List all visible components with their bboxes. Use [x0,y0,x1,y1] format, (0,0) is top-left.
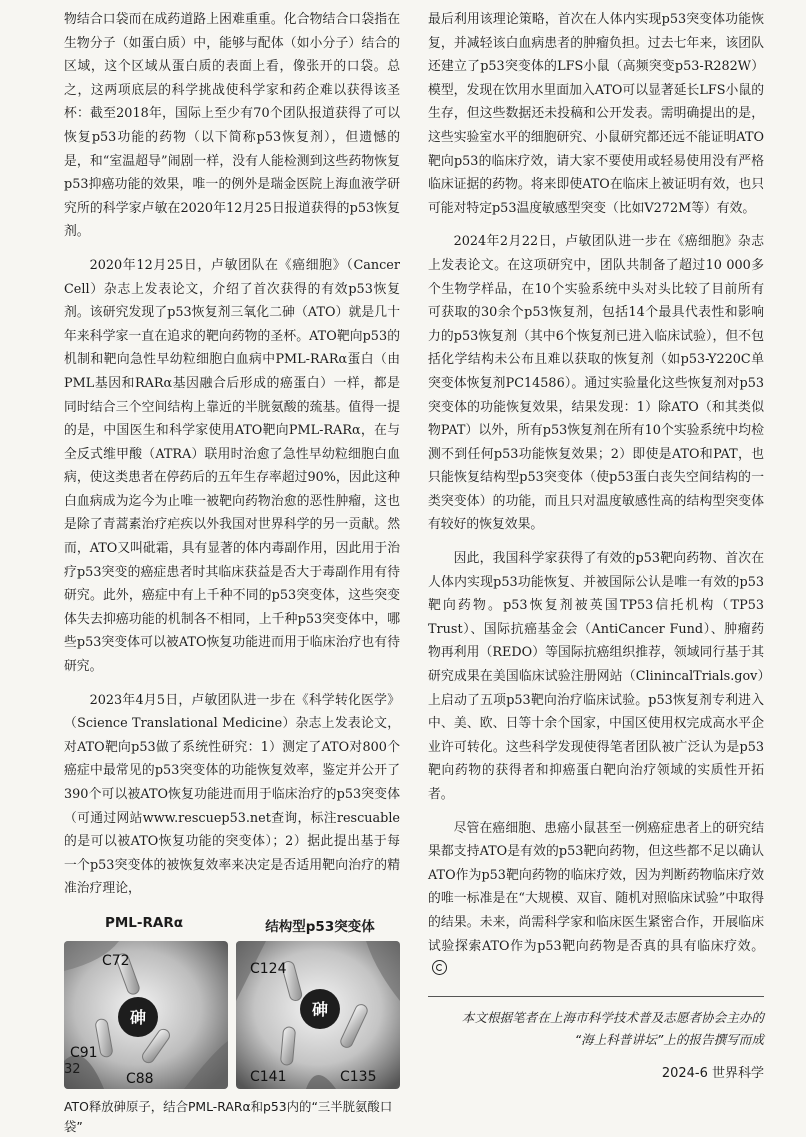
paragraph-text: 尽管在癌细胞、患癌小鼠甚至一例癌症患者上的研究结果都支持ATO是有效的p53靶向药物，但这些都不足以确认ATO作为p53靶向药物的临床疗效，因为判断药物临床疗效的唯一标准是在“大规模、双盲、随机对照临床试验”中取得的结果。未来，尚需科学家和临床医生紧密合作，开展临床试验探索ATO作为p53靶向药物是否真的具有临床疗效。 [428,820,764,954]
end-of-article-icon [432,960,447,975]
residue-label: C124 [250,960,287,977]
figure [64,915,400,1137]
paragraph: 因此，我国科学家获得了有效的p53靶向药物、首次在人体内实现p53功能恢复、并被国际公认是唯一有效的p53靶向药物。p53恢复剂被英国TP53信托机构（TP53 Trust）、国际抗癌基金会（AntiCancer Fund）、肿瘤药物再利用（REDO）等国际抗癌组织推荐，领域同行基于其研究成果在美国临床试验注册网站（ClinincalTrials.gov）上启动了五项p53靶向治疗临床试验。p53恢复剂专利进入中、美、欧、日等十余个国家，中国区使用权完成高水平企业许可转化。这些科学发现使得笔者团队被广泛认为是p53靶向药物的获得者和抑癌蛋白靶向治疗领域的实质性开拓者。 [428,551,764,802]
residue-label: C135 [340,1068,377,1085]
paragraph: 最后利用该理论策略，首次在人体内实现p53突变体功能恢复，并减轻该白血病患者的肿瘤负担。过去七年来，该团队还建立了p53突变体的LFS小鼠（高频突变p53-R282W）模型，发现在饮用水里面加入ATO可以显著延长LFS小鼠的生存，但这些数据还未投稿和公开发表。需明确提出的是，这些实验室水平的细胞研究、小鼠研究都还远不能证明ATO靶向p53的临床疗效，请大家不要使用或轻易使用没有严格临床证据的药物。将来即使ATO在临床上被证明有效，也只可能对特定p53温度敏感型突变（比如V272M等）有效。 [428,12,764,216]
paragraph-final [428,817,764,982]
paragraph: 2024年2月22日，卢敏团队进一步在《癌细胞》杂志上发表论文。在这项研究中，团队共制备了超过10 000多个生物学样品，在10个实验系统中头对头比较了目前所有可获取的30余个p53恢复剂，包括14个最具代表性和影响力的p53恢复剂（其中6个恢复剂已进入临床试验），但不包括化学结构未公布且难以获取的恢复剂（如p53-Y220C单突变体恢复剂PC14586）。通过实验量化这些恢复剂对p53突变体的功能恢复效果，结果发现：1）除ATO（和其类似物PAT）以外，所有p53恢复剂在所有10个实验系统中均检测不到任何p53功能恢复效果；2）即使是ATO和PAT，也只能恢复结构型p53突变体（使p53蛋白丧失空间结构的一类突变体）的功能，而且只对温度敏感性高的结构型突变体有较好的恢复效果。 [428,234,764,533]
figure-title-p53-mutant: 结构型p53突变体 [265,918,375,935]
residue-label: C141 [250,1068,287,1085]
paragraph: 2020年12月25日，卢敏团队在《癌细胞》（Cancer Cell）杂志上发表论文，介绍了首次获得的有效p53恢复剂。该研究发现了p53恢复剂三氧化二砷（ATO）就是几十年来科学家一直在追求的靶向药物的圣杯。ATO靶向p53的机制和靶向急性早幼粒细胞白血病中PML-RARα蛋白（由PML基因和RARα基因融合后形成的癌蛋白）一样，都是同时结合三个空间结构上靠近的半胱氨酸的巯基。值得一提的是，中国医生和科学家使用ATO靶向PML-RARα，在与全反式维甲酸（ATRA）联用时治愈了急性早幼粒细胞白血病，使这类患者在停药后的五年生存率超过90%，因此这种白血病成为迄今为止唯一被靶向药物治愈的恶性肿瘤，这也是除了青蒿素治疗疟疾以外我国对世界科学的另一贡献。然而，ATO又叫砒霜，具有显著的体内毒副作用，因此用于治疗p53突变的癌症患者时其临床获益是否大于毒副作用有待研究。此外，癌症中有上千种不同的p53突变体，这些突变体失去抑癌功能的机制各不相同，上千种p53突变体中，哪些p53突变体可以被ATO恢复功能进而用于临床治疗也有待研究。 [64,257,400,675]
residue-label: C88 [126,1070,154,1087]
credit-line: “海上科普讲坛”上的报告撰写而成 [574,1031,764,1047]
article-credit [428,1007,764,1051]
figure-panel-p53-mutant [236,941,400,1089]
page-number: 32 [64,1062,81,1077]
residue-label: C72 [102,952,130,969]
paragraph: 物结合口袋而在成药道路上困难重重。化合物结合口袋指在生物分子（如蛋白质）中，能够与配体（如小分子）结合的区域，这个区域从蛋白质的表面上看，像张开的口袋。总之，这两项底层的科学挑战使科学家和药企难以获得该圣杯：截至2018年，国际上至少有70个团队报道获得了可以恢复p53功能的药物（以下简称p53恢复剂），但遗憾的是，和“室温超导”闹剧一样，没有人能检测到这些药物恢复p53抑癌功能的效果，唯一的例外是瑞金医院上海血液学研究所的科学家卢敏在2020年12月25日报道获得的p53恢复剂。 [64,12,400,240]
divider [428,996,764,997]
residue-label: C91 [70,1044,98,1061]
left-column [64,8,400,1137]
figure-title-pml-rara: PML-RARα [104,914,184,931]
right-column [428,8,764,1051]
journal-issue: 2024-6 世界科学 [661,1066,764,1081]
figure-panel-pml-rara [64,941,228,1089]
credit-line: 本文根据笔者在上海市科学技术普及志愿者协会主办的 [461,1009,764,1025]
paragraph: 2023年4月5日，卢敏团队进一步在《科学转化医学》（Science Translational Medicine）杂志上发表论文，对ATO靶向p53做了系统性研究：1）测定了ATO对800个癌症中最常见的p53突变体的功能恢复效率，鉴定并公开了390个可以被ATO恢复功能进而用于临床治疗的p53突变体（可通过网站www.rescuep53.net查询，标注rescuable的是可以被ATO恢复功能的突变体）；2）据此提出基于每一个p53突变体的被恢复效率来决定是否适用靶向治疗的精准治疗理论， [64,692,400,897]
arsenic-label: 砷 [129,1007,147,1027]
arsenic-label: 砷 [311,999,329,1019]
figure-caption: ATO释放砷原子，结合PML-RARα和p53内的“三半胱氨酸口袋” [64,1098,393,1134]
